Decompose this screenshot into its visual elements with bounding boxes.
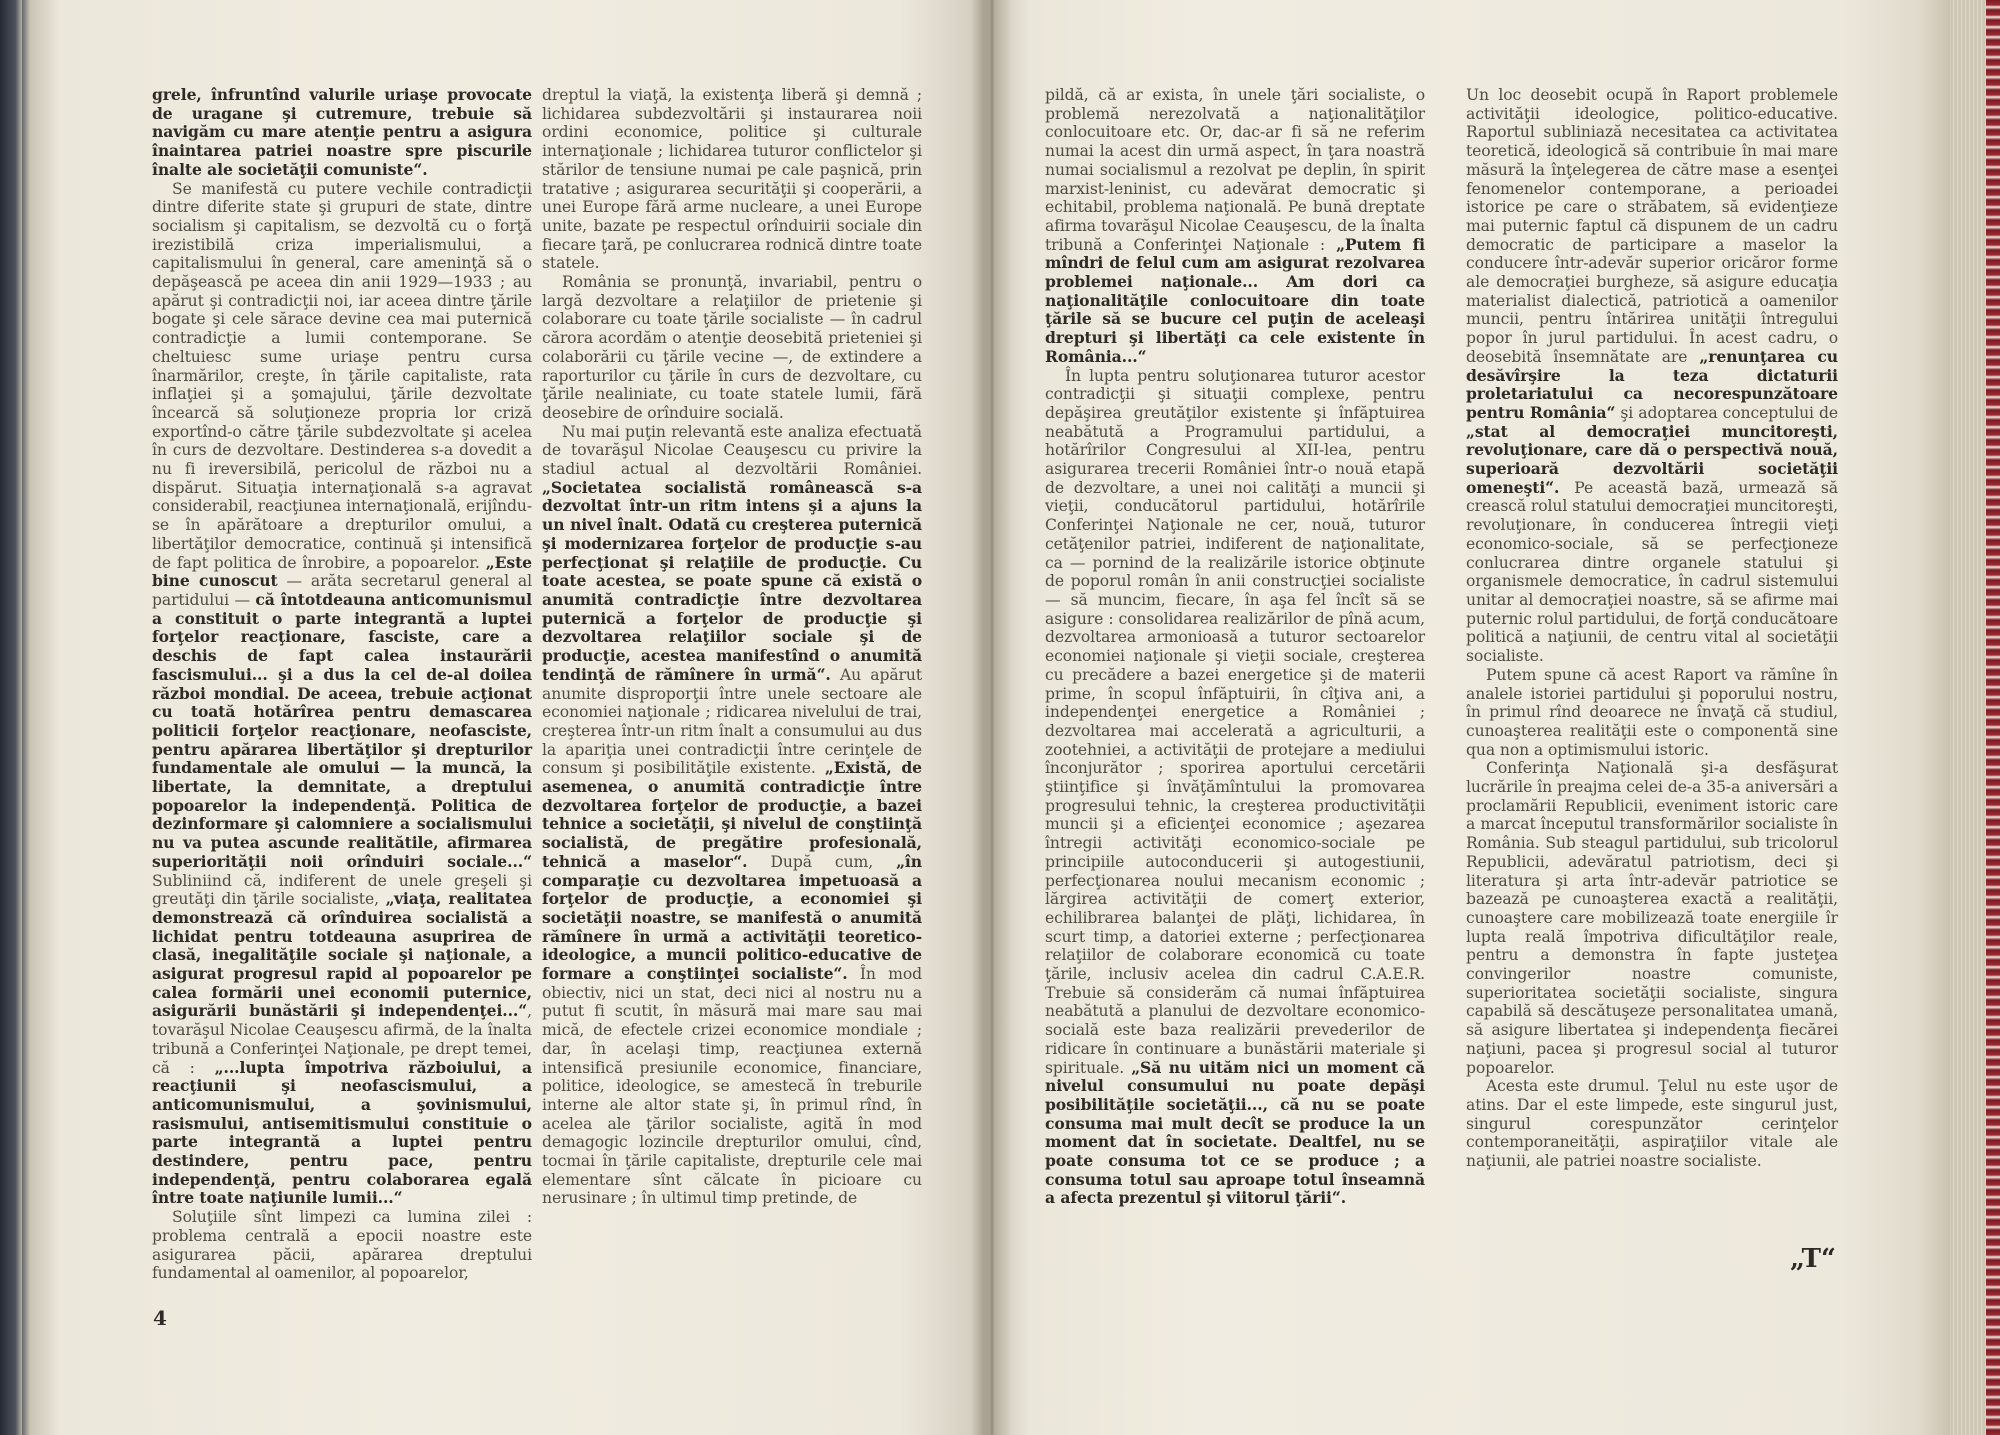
body-text: Conferinţa Naţională şi-a desfăşurat lucrările în preajma celei de-a 35-a aniversări a proclamării Republicii, eveniment istoric care a marcat începutul transformărilor socialiste în România. Sub steagul partidului, sub tricolorul Republicii, adevăratul patriotism, deci şi literatura şi arta într-adevăr patriotice se bazează pe cunoaşterea exactă a realităţii, cunoaştere care mobilizează toate energiile îr lupta reală împotriva dificultăţilor reale, pentru a demonstra în fapte justeţea convingerilor noastre comuniste, superioritatea societăţii socialiste, singura capabilă să descătuşeze personalitatea umană, să asigure libertatea şi independenţa fiecărei naţiuni, pacea şi progresul social al tuturor popoarelor. bbox=[1466, 759, 1838, 1077]
bold-quote-text: grele, înfruntînd valurile uriaşe provocate de uragane şi cutremure, trebuie să navigăm cu mare atenţie pentru a asigura înaintarea patriei noastre spre piscurile înalte ale societăţii comuniste“. bbox=[152, 85, 532, 179]
body-text: şi adoptarea conceptului de bbox=[1615, 403, 1838, 422]
binding-ribbon bbox=[1986, 0, 2000, 1435]
body-text: Pe această bază, urmează să crească rolul statului democraţiei muncitoreşti, revoluţionare, în conducerea întregii vieţi economico-sociale, să se perfecţioneze conlucrarea dintre organele statului şi organismele democratice, în cadrul sistemului unitar al democraţiei noastre, să se afirme mai puternic rolul partidului, de forţă conducătoare politică a naţiunii, de centru vital al societăţii socialiste. bbox=[1466, 478, 1839, 666]
bold-quote-text: „stat al democraţiei muncitoreşti, revoluţionare, care dă o perspectivă nouă, superioară dezvoltării societăţii omeneşti“. bbox=[1466, 421, 1838, 497]
body-text: Se manifestă cu putere vechile contradicţii dintre diferite state şi grupuri de state, dintre socialism şi capitalism, se dezvoltă cu o forţă irezistibilă criza imperialismului, a capitalismului în general, care ameninţă să o depăşească pe aceea din anii 1929—1933 ; au apărut şi contradicţii noi, iar aceea dintre ţările bogate şi cele sărace devine cea mai puternică contradicţie a lumii contemporane. Se cheltuiesc sume uriaşe pentru cursa înarmărilor, creşte, în ţările capitaliste, rata inflaţiei şi a şomajului, ţările dezvoltate încearcă să soluţioneze propria lor criză exportînd-o către ţările subdezvoltate şi acelea în curs de dezvoltare. Destinderea s-a dovedit a nu fi ireversibilă, pericolul de război nu a dispărut. Situaţia internaţională s-a agravat considerabil, reacţiunea internaţională, erijîndu-se în apărătoare a drepturilor omului, a libertăţilor democratice, continuă şi intensifică de fapt politica de înrobire, a popoarelor. bbox=[152, 179, 532, 572]
bold-quote-text: „Să nu uităm nici un moment că nivelul consumului nu poate depăşi posibilităţile societăţii..., că nu se poate consuma mai mult decît se produce la un moment dat în societate. Dealtfel, nu se poate consuma tot ce se produce ; a consuma totul sau aproape totul înseamnă a afecta prezentul şi viitorul ţării“. bbox=[1045, 1057, 1426, 1208]
paragraph bbox=[1466, 666, 1838, 760]
body-text: Au apărut anumite disproporţii între unele sectoare ale economiei naţionale ; ridicarea nivelului de trai, creşterea într-un ritm înalt a consumului au dus la apariţia unei contradicţii între cerinţele de consum şi posibilităţile existente. bbox=[542, 665, 922, 778]
body-text: Soluţiile sînt limpezi ca lumina zilei : problema centrală a epocii noastre este asigurarea păcii, apărarea dreptului fundamental al oamenilor, al popoarelor, bbox=[152, 1208, 532, 1283]
bold-quote-text: „renunţarea cu desăvîrşire la teza dictaturii proletariatului ca necorespunzătoare pentru România“ bbox=[1466, 346, 1839, 422]
body-text: Un loc deosebit ocupă în Raport problemele activităţii ideologice, politico-educative. Raportul subliniază necesitatea ca activitatea teoretică, ideologică să contribuie în mai mare măsură la înţelegerea de către mase a esenţei fenomenelor contemporane, a perioadei istorice pe care o străbatem, să evidenţieze mai puternic faptul că dispunem de un cadru democratic de participare a maselor la conducere într-adevăr superior oricăror forme ale democraţiei burgheze, să asigure educaţia materialist dialectică, patriotică a oamenilor muncii, pentru întărirea unităţii întregului popor în jurul partidului. În acest cadru, o deosebită însemnătate are bbox=[1466, 86, 1838, 366]
bold-quote-text: „Există, de asemenea, o anumită contradicţie între dezvoltarea forţelor de producţie, a bazei tehnice a societăţii, şi nivelul de conştiinţă socialistă, de pregătire profesională, tehnică a maselor“. bbox=[542, 758, 922, 871]
body-text: Acesta este drumul. Ţelul nu este uşor de atins. Dar el este limpede, este singurul just, singurul corespunzător cerinţelor contemporaneităţii, aspiraţiilor vitale ale naţiunii, ale patriei noastre socialiste. bbox=[1466, 1077, 1838, 1171]
body-text: După cum, bbox=[747, 852, 897, 871]
center-gutter bbox=[972, 0, 1012, 1435]
left-page-edge bbox=[0, 0, 22, 1435]
paragraph bbox=[152, 86, 532, 180]
bold-quote-text: „în comparaţie cu dezvoltarea impetuoasă a forţelor de producţie, a economiei şi societăţii noastre, se manifestă o anumită rămînere în urmă a activităţii teoretico-ideologice, a muncii politico-educative de formare a conştiinţei socialiste“. bbox=[542, 851, 922, 984]
body-text: Subliniind că, indiferent de unele greşeli şi greutăţi din ţările socialiste, bbox=[152, 871, 532, 909]
text-column-3 bbox=[1045, 86, 1425, 1208]
paragraph bbox=[1045, 367, 1425, 1209]
body-text: — arăta secretarul general al partidului — bbox=[152, 572, 532, 609]
body-text: În mod obiectiv, nici un stat, deci nici al nostru nu a putut fi scutit, în măsură mai mare sau mai mică, de efectele crizei economice mondiale ; dar, în acelaşi timp, reacţiunea externă intensifică presiunile economice, financiare, politice, ideologice, se amestecă în treburile interne ale altor state şi, în primul rînd, în acelea ale ţărilor socialiste, agită în mod demagogic lozincile drepturilor omului, cînd, tocmai în ţările capitaliste, drepturile cele mai elementare sînt călcate în picioare cu nerusinare ; în ultimul timp pretinde, de bbox=[542, 965, 922, 1208]
bold-quote-text: „Este bine cunoscut bbox=[152, 552, 532, 591]
paragraph bbox=[152, 1208, 532, 1283]
body-text: Nu mai puţin relevantă este analiza efectuată de tovarăşul Nicolae Ceauşescu cu privire la stadiul actual al dezvoltării României. bbox=[542, 422, 922, 479]
body-text: , tovarăşul Nicolae Ceauşescu afirmă, de la înalta tribună a Conferinţei Naţionale, pe drept temei, că : bbox=[152, 1002, 532, 1077]
bold-quote-text: „Putem fi mîndri de felul cum am asigurat rezolvarea problemei naţionale... Am dori ca naţionalităţile conlocuitoare din toate ţările să se bucure cel puţin de aceleaşi drepturi şi libertăţi ca cele existente în România...“ bbox=[1045, 234, 1425, 366]
body-text: pildă, că ar exista, în unele ţări socialiste, o problemă nerezolvată a naţionalităţilor conlocuitoare etc. Or, dac-ar fi să ne referim numai la acest din urmă aspect, în ţara noastră numai socialismul a rezolvat pe deplin, în spirit marxist-leninist, cu adevărat democratic şi echitabil, problema naţională. Pe bună dreptate afirma tovarăşul Nicolae Ceauşescu, de la înalta tribună a Conferinţei Naţionale : bbox=[1045, 86, 1425, 254]
text-column-2 bbox=[542, 86, 922, 1208]
bold-quote-text: „...lupta împotriva războiului, a reacţiunii şi neofascismului, a anticomunismului, a şovinismului, rasismului, antisemitismului constituie o parte integrantă a luptei pentru destindere, pentru pace, pentru independenţă, pentru colaborarea egală între toate naţiunile lumii...“ bbox=[152, 1057, 532, 1208]
paragraph bbox=[1466, 86, 1838, 666]
text-column-4 bbox=[1466, 86, 1838, 1171]
paragraph bbox=[152, 180, 532, 1209]
text-column-1 bbox=[152, 86, 532, 1283]
paragraph bbox=[1466, 759, 1838, 1077]
page-number: 4 bbox=[153, 1306, 167, 1330]
bold-quote-text: „viaţa, realitatea demonstrează că orînduirea socialistă a lichidat pentru totdeauna asuprirea de clasă, inegalităţile sociale şi naţionale, a asigurat progresul rapid al popoarelor pe calea formării unei economii puternice, asigurării bunăstării şi independenţei...“ bbox=[152, 889, 532, 1021]
paragraph bbox=[542, 273, 922, 423]
author-signature: „T“ bbox=[1790, 1244, 1836, 1274]
bold-quote-text: că întotdeauna anticomunismul a constituit o parte integrantă a luptei forţelor reacţionare, fasciste, care a deschis de fapt calea instaurării fascismului... şi a dus la cel de-al doilea război mondial. De aceea, trebuie acţionat cu toată hotărîrea pentru demascarea politicii forţelor reacţionare, neofasciste, pentru apărarea libertăţilor şi drepturilor fundamentale ale omului — la muncă, la libertate, la demnitate, a dreptului popoarelor la independenţă. Politica de dezinformare şi calomniere a socialismului nu va putea ascunde realitătile, afirmarea superiorităţii noii orînduiri sociale...“ bbox=[152, 589, 532, 871]
body-text: Putem spune că acest Raport va rămîne în analele istoriei partidului şi poporului nostru, în primul rînd deoarece ne învaţă că studiul, cunoaşterea realităţii este o componentă sine qua non a optimismului istoric. bbox=[1466, 665, 1838, 759]
bold-quote-text: „Societatea socialistă românească s-a dezvoltat într-un ritm intens şi a ajuns la un nivel înalt. Odată cu creşterea puternică şi modernizarea forţelor de producţie s-au perfecţionat şi relaţiile de producţie. Cu toate acestea, se poate spune că există o anumită contradicţie între dezvoltarea puternică a forţelor de producţie şi dezvoltarea relaţiilor sociale şi de producţie, acestea manifestînd o anumită tendinţă de rămînere în urmă“. bbox=[542, 477, 922, 684]
body-text: România se pronunţă, invariabil, pentru o largă dezvoltare a relaţiilor de prietenie şi colaborare cu toate ţările socialiste — în cadrul cărora acordăm o atenţie deosebită prieteniei şi colaborării cu ţările vecine —, de extindere a raporturilor cu ţările în curs de dezvoltare, cu ţările nealiniate, cu toate statele lumii, fără deosebire de orînduire socială. bbox=[542, 273, 922, 422]
paragraph bbox=[542, 423, 922, 1209]
body-text: dreptul la viaţă, la existenţa liberă şi demnă ; lichidarea subdezvoltării şi instaurarea noii ordini economice, politice şi culturale internaţionale ; lichidarea tuturor conflictelor şi stărilor de tensiune numai pe cale paşnică, prin tratative ; asigurarea securităţii şi cooperării, a unei Europe fără arme nucleare, a unei Europe unite, bazate pe respectul orînduirii sociale din fiecare ţară, pe conlucrarea rodnică dintre toate statele. bbox=[542, 86, 922, 273]
paragraph bbox=[542, 86, 922, 273]
paragraph bbox=[1466, 1077, 1838, 1171]
paragraph bbox=[1045, 86, 1425, 367]
body-text: În lupta pentru soluţionarea tuturor acestor contradicţii şi situaţii complexe, pentru depăşirea greutăţilor existente şi înfăptuirea neabătută a Programului partidului, a hotărîrilor Congresului al XII-lea, pentru asigurarea trecerii României într-o nouă etapă de dezvoltare, a unei noi calităţi a muncii şi vieţii, conducătorul partidului, hotărîrile Conferinţei Naţionale ne cer, nouă, tuturor cetăţenilor patriei, indiferent de naţionalitate, ca — pornind de la realizările istorice obţinute de poporul român în anii construcţiei socialiste — să muncim, fiecare, în aşa fel încît să se asigure : consolidarea realizărilor de pînă acum, dezvoltarea armonioasă a tuturor sectoarelor economiei naţionale şi vieţii sociale, creşterea cu precădere a bazei energetice şi de materii prime, în scopul înfăptuirii, în cîţiva ani, a independenţei energetice a României ; dezvoltarea mai accelerată a agriculturii, a zootehniei, a activităţii de protejare a mediului înconjurător ; sporirea aportului cercetării ştiinţifice şi învăţămîntului la promovarea progresului tehnic, la creşterea productivităţii muncii şi a eficienţei economice ; aşezarea întregii activităţi economico-sociale pe principiile autoconducerii şi autogestiunii, perfecţionarea noului mecanism economic ; lărgirea activităţii de comerţ exterior, echilibrarea balanţei de plăţi, lichidarea, în scurt timp, a datoriei externe ; perfecţionarea relaţiilor de colaborare economică cu toate ţările, inclusiv acelea din cadrul C.A.E.R. Trebuie să considerăm că numai înfăptuirea neabătută a planului de dezvoltare economico-socială este baza realizării prevederilor de ridicare în continuare a bunăstării materiale şi spirituale. bbox=[1045, 366, 1425, 1077]
